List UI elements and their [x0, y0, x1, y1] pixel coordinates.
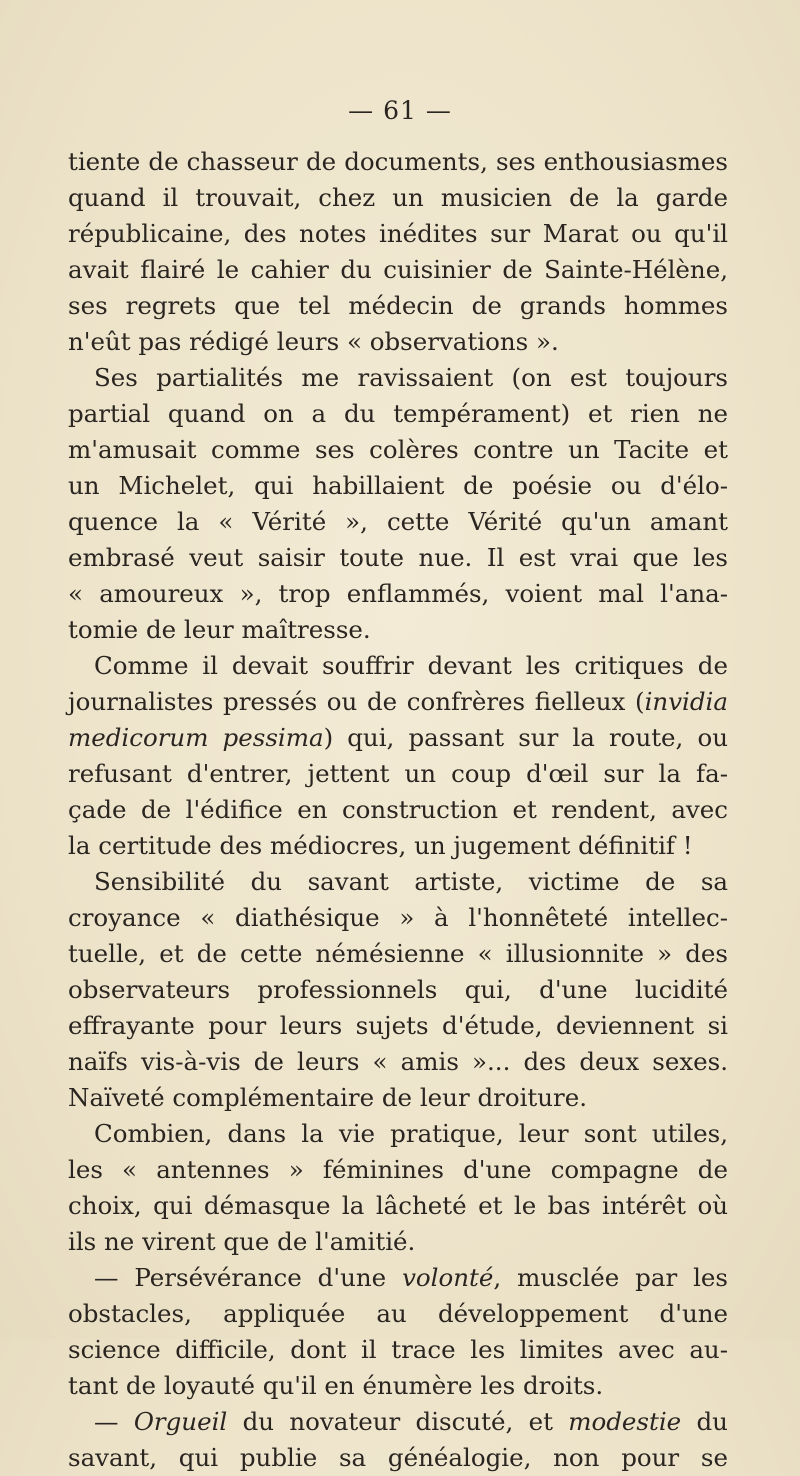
text-line: quand il trouvait, chez un musicien de la garde: [68, 183, 728, 212]
text-line: Naïveté complémentaire de leur droiture.: [68, 1083, 588, 1112]
text-line: ils ne virent que de l'amitié.: [68, 1227, 416, 1256]
text-line: Combien, dans la vie pratique, leur sont utiles,: [94, 1119, 728, 1148]
text-line: avait flairé le cahier du cuisinier de Sainte-Hélène,: [68, 255, 728, 284]
text-line: observateurs professionnels qui, d'une lucidité: [68, 975, 728, 1004]
text-line: — Orgueil du novateur discuté, et modestie du: [94, 1407, 728, 1436]
text-line: un Michelet, qui habillaient de poésie ou d'élo-: [68, 471, 728, 500]
text-line: Ses partialités me ravissaient (on est toujours: [94, 363, 728, 392]
text-line: n'eût pas rédigé leurs « observations ».: [68, 327, 559, 356]
text-line: croyance « diathésique » à l'honnêteté intellec-: [68, 903, 728, 932]
text-line: la certitude des médiocres, un jugement définitif !: [68, 831, 693, 860]
text-line: refusant d'entrer, jettent un coup d'œil sur la fa-: [68, 759, 728, 788]
text-line: journalistes pressés ou de confrères fielleux (invidia: [68, 687, 728, 716]
text-line: Sensibilité du savant artiste, victime de sa: [94, 867, 728, 896]
text-line: effrayante pour leurs sujets d'étude, deviennent si: [68, 1011, 728, 1040]
text-line: républicaine, des notes inédites sur Marat ou qu'il: [68, 219, 728, 248]
text-line: science difficile, dont il trace les limites avec au-: [68, 1335, 728, 1364]
text-line: çade de l'édifice en construction et rendent, avec: [68, 795, 728, 824]
text-line: embrasé veut saisir toute nue. Il est vrai que les: [68, 543, 728, 572]
text-line: tant de loyauté qu'il en énumère les droits.: [68, 1371, 604, 1400]
text-line: tomie de leur maîtresse.: [68, 615, 371, 644]
body-text: [68, 144, 728, 1476]
text-line: Comme il devait souffrir devant les critiques de: [94, 651, 728, 680]
text-line: savant, qui publie sa généalogie, non pour se: [68, 1443, 728, 1472]
text-line: « amoureux », trop enflammés, voient mal l'ana-: [68, 579, 728, 608]
text-line: naïfs vis-à-vis de leurs « amis »... des deux sexes.: [68, 1047, 728, 1076]
page-number: — 61 —: [348, 96, 452, 125]
text-line: tiente de chasseur de documents, ses enthousiasmes: [68, 147, 728, 176]
text-line: les « antennes » féminines d'une compagne de: [68, 1155, 728, 1184]
text-line: partial quand on a du tempérament) et rien ne: [68, 399, 728, 428]
text-line: obstacles, appliquée au développement d'une: [68, 1299, 728, 1328]
text-line: medicorum pessima) qui, passant sur la route, ou: [68, 723, 728, 752]
text-line: ses regrets que tel médecin de grands hommes: [68, 291, 728, 320]
text-line: m'amusait comme ses colères contre un Tacite et: [68, 435, 728, 464]
text-line: — Persévérance d'une volonté, musclée par les: [94, 1263, 728, 1292]
text-line: choix, qui démasque la lâcheté et le bas intérêt où: [68, 1191, 728, 1220]
text-line: tuelle, et de cette némésienne « illusionnite » des: [68, 939, 728, 968]
text-line: quence la « Vérité », cette Vérité qu'un amant: [68, 507, 728, 536]
